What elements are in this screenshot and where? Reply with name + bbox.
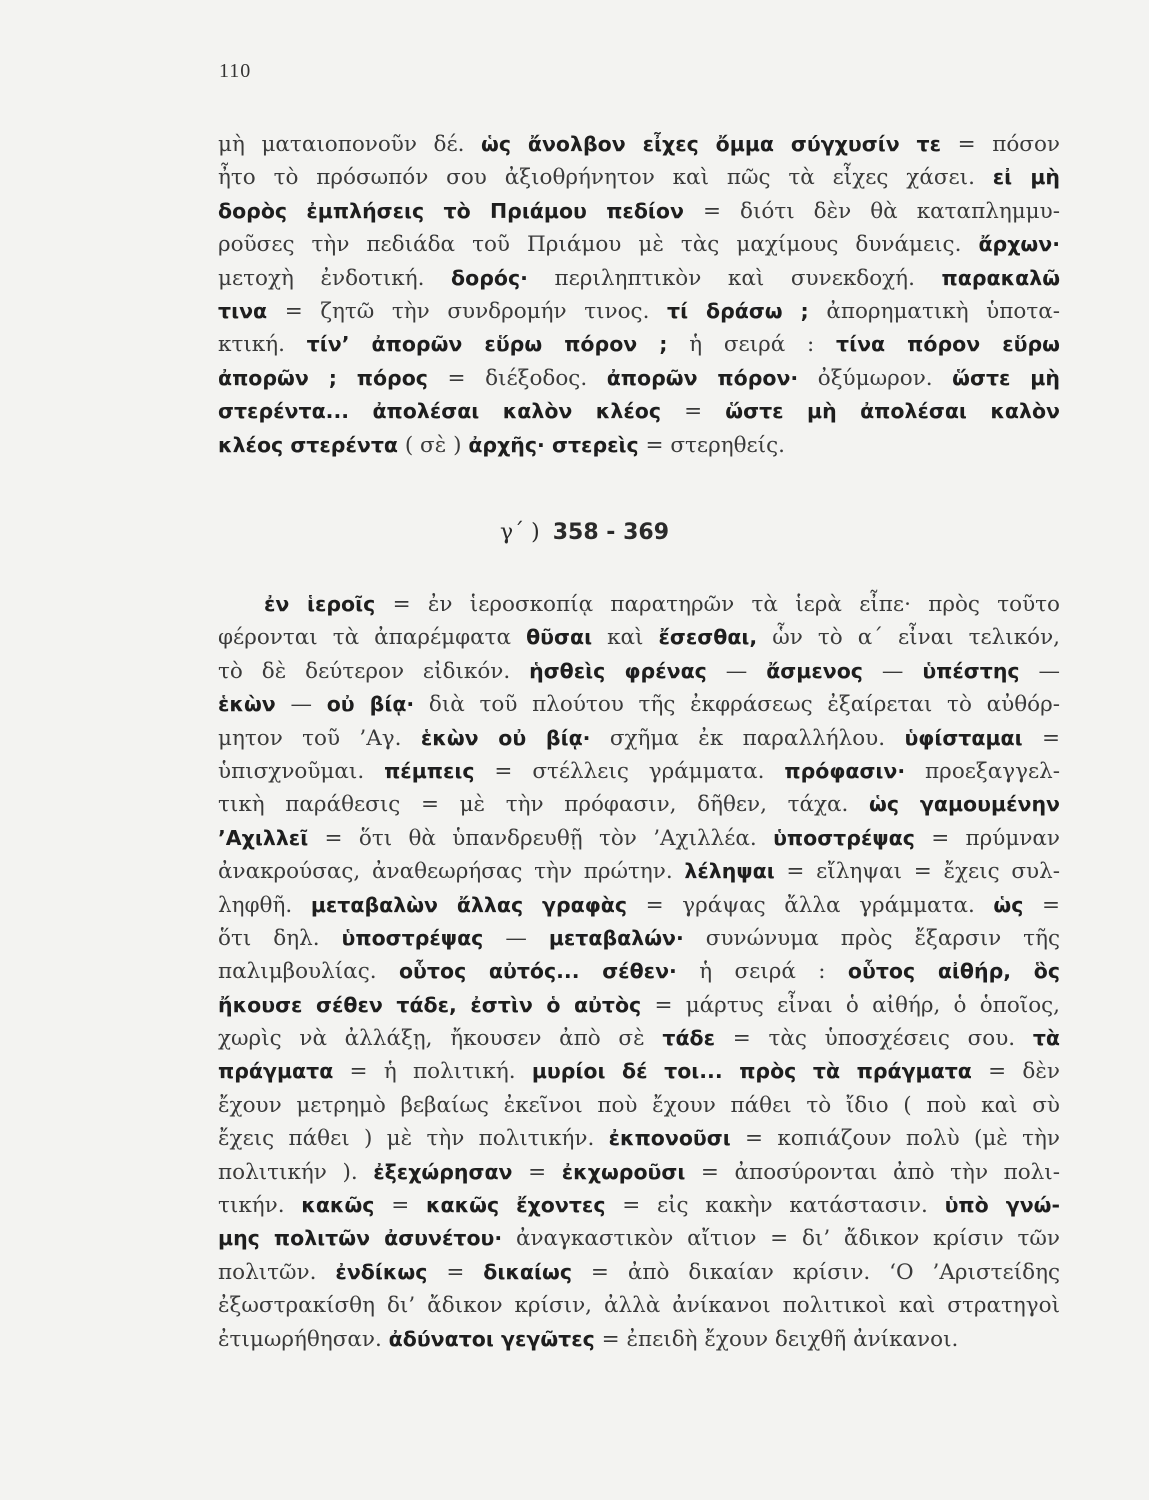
gloss-text: ἐτιμωρήθησαν.: [218, 1326, 389, 1352]
gloss-text: —: [483, 925, 549, 951]
lemma-term: κακῶς: [301, 1193, 375, 1218]
lemma-term: πρόφασιν·: [784, 758, 906, 783]
gloss-text: συνώνυμα πρὸς ἔξαρσιν τῆς: [683, 925, 1060, 951]
gloss-text: = ζητῶ τὴν συνδρομήν τινος.: [267, 298, 668, 324]
lemma-term: οὐ βίᾳ·: [326, 692, 415, 717]
lemma-term: ὑφίσταμαι: [904, 725, 1023, 750]
lemma-term: μεταβαλὼν ἄλλας γραφὰς: [310, 892, 628, 917]
text-line: [218, 1156, 1060, 1189]
lemma-term: ὥστε μὴ ἀπολέσαι καλὸν: [725, 399, 1061, 424]
text-line: [218, 262, 1060, 295]
gloss-text: —: [706, 658, 767, 684]
lemma-term: εἰ μὴ: [992, 165, 1060, 190]
text-line: [218, 822, 1060, 855]
gloss-text: πολιτῶν.: [218, 1259, 336, 1285]
lemma-term: ἄσμενος: [766, 658, 863, 683]
gloss-text: καὶ: [592, 625, 659, 651]
text-line: [218, 362, 1060, 395]
lemma-term: θῦσαι: [526, 625, 593, 650]
text-line: [218, 722, 1060, 755]
section-mark: γ΄ ): [499, 520, 540, 545]
gloss-text: = ἀπὸ δικαίαν κρίσιν. ‘Ο ’Αριστείδης: [571, 1259, 1060, 1285]
text-line: [218, 1089, 1060, 1122]
gloss-text: ἡ σειρά :: [676, 959, 848, 985]
gloss-text: = εἰς κακὴν κατάστασιν.: [605, 1193, 945, 1219]
gloss-text: τικὴ παράθεσις = μὲ τὴν πρόφασιν, δῆθεν, τάχα.: [218, 792, 870, 818]
gloss-text: ὀξύμωρον.: [798, 365, 953, 391]
gloss-text: = δὲν: [971, 1059, 1060, 1085]
lemma-term: οὗτος αἰθήρ, ὃς: [847, 959, 1060, 984]
gloss-text: = ἡ πολιτική.: [333, 1059, 532, 1085]
lemma-term: τίν’ ἀπορῶν εὕρω πόρον ;: [306, 332, 668, 357]
gloss-text: = στερηθείς.: [638, 432, 785, 458]
lemma-term: τάδε: [662, 1026, 716, 1051]
text-line: [218, 588, 1060, 621]
gloss-text: ἀπορηματικὴ ὑποτα-: [808, 298, 1061, 324]
text-line: [218, 688, 1060, 721]
gloss-text: ἔχουν μετρημὸ βεβαίως ἐκεῖνοι ποὺ ἔχουν πάθει τὸ ἴδιο ( ποὺ καὶ σὺ: [218, 1092, 1060, 1118]
gloss-text: ἡ σειρά :: [667, 332, 837, 358]
gloss-text: ροῦσες τὴν πεδιάδα τοῦ Πριάμου μὲ τὰς μαχίμους δυνάμεις.: [218, 232, 979, 258]
gloss-text: = ἀποσύρονται ἀπὸ τὴν πολι-: [685, 1159, 1061, 1185]
lemma-term: ἀπορῶν ; πόρος: [218, 365, 428, 390]
text-line: [218, 1323, 1060, 1356]
gloss-text: = στέλλεις γράμματα.: [474, 758, 785, 784]
commentary-block-1: [218, 128, 1060, 462]
gloss-text: τὸ δὲ δεύτερον εἰδικόν.: [218, 658, 530, 684]
text-line: [218, 755, 1060, 788]
lemma-term: ἐκπονοῦσι: [608, 1126, 731, 1151]
gloss-text: ἔχεις πάθει ) μὲ τὴν πολιτικήν.: [218, 1126, 609, 1152]
gloss-text: ( σὲ ): [398, 432, 469, 458]
lemma-term: ὥστε μὴ: [952, 365, 1060, 390]
lemma-term: δικαίως: [483, 1259, 572, 1284]
gloss-text: =: [661, 399, 726, 425]
gloss-text: = ἐν ἱεροσκοπίᾳ παρατηρῶν τὰ ἱερὰ εἶπε· πρὸς τοῦτο: [375, 592, 1061, 617]
text-line: [218, 161, 1060, 194]
gloss-text: = μάρτυς εἶναι ὁ αἰθήρ, ὁ ὁποῖος,: [641, 992, 1061, 1018]
lemma-term: ὡς: [993, 892, 1024, 917]
lemma-term: ὑπὸ γνώ-: [944, 1193, 1060, 1218]
gloss-text: = ἐπειδὴ ἔχουν δειχθῆ ἀνίκανοι.: [594, 1326, 959, 1352]
gloss-text: =: [1023, 892, 1060, 918]
lemma-term: πέμπεις: [384, 758, 475, 783]
gloss-text: = διέξοδος.: [427, 365, 607, 391]
gloss-text: =: [374, 1193, 426, 1219]
lemma-term: ἐνδίκως: [335, 1259, 428, 1284]
lemma-term: ἤκουσε σέθεν τάδε, ἐστὶν ὁ αὐτὸς: [218, 992, 642, 1017]
gloss-text: τικήν.: [218, 1193, 302, 1219]
text-line: [218, 1022, 1060, 1055]
lemma-term: μης πολιτῶν ἀσυνέτου·: [218, 1226, 503, 1251]
lemma-term: τίνα πόρον εὕρω: [836, 332, 1060, 357]
gloss-text: = τὰς ὑποσχέσεις σου.: [715, 1026, 1033, 1052]
lemma-term: ὑπέστης: [922, 658, 1020, 683]
text-line: [218, 328, 1060, 361]
lemma-term: ’Αχιλλεῖ: [218, 825, 309, 850]
lemma-term: ἐξεχώρησαν: [373, 1159, 513, 1184]
gloss-text: ὅτι δηλ.: [218, 925, 342, 951]
gloss-text: = πόσον: [941, 132, 1060, 157]
lemma-term: ἔσεσθαι,: [658, 625, 758, 650]
text-line: [218, 195, 1060, 228]
gloss-text: μετοχὴ ἐνδοτική.: [218, 265, 452, 291]
gloss-text: —: [862, 658, 923, 684]
gloss-text: = διότι δὲν θὰ καταπλημμυ-: [683, 198, 1060, 224]
section-line-range: 358 - 369: [552, 520, 670, 545]
gloss-text: =: [1022, 725, 1061, 751]
gloss-text: =: [512, 1159, 562, 1185]
text-line: [218, 429, 1060, 462]
text-line: [218, 955, 1060, 988]
lemma-term: τί δράσω ;: [667, 298, 809, 323]
lemma-term: ὡς γαμουμένην: [869, 792, 1060, 817]
gloss-text: διὰ τοῦ πλούτου τῆς ἐκφράσεως ἐξαίρεται τὸ αὐθόρ-: [414, 692, 1060, 718]
lemma-term: ὑποστρέψας: [773, 825, 915, 850]
gloss-text: ὑπισχνοῦμαι.: [218, 758, 385, 784]
gloss-text: = κοπιάζουν πολὺ (μὲ τὴν: [730, 1126, 1060, 1152]
gloss-text: κτική.: [218, 332, 307, 358]
text-line: [218, 1222, 1060, 1255]
page-number: 110: [219, 60, 252, 82]
text-line: [218, 989, 1060, 1022]
lemma-term: δορός·: [451, 265, 528, 290]
lemma-term: ἐκχωροῦσι: [561, 1159, 686, 1184]
text-line: [218, 1289, 1060, 1322]
gloss-text: = γράψας ἄλλα γράμματα.: [627, 892, 994, 918]
gloss-text: ἦτο τὸ πρόσωπόν σου ἀξιοθρήνητον καὶ πῶς τὰ εἶχες χάσει.: [218, 165, 993, 191]
lemma-term: ὡς ἄνολβον εἶχες ὄμμα σύγχυσίν τε: [481, 132, 942, 156]
gloss-text: παλιμβουλίας.: [218, 959, 399, 985]
lemma-term: στερέντα... ἀπολέσαι καλὸν κλέος: [218, 399, 661, 424]
lemma-term: τινα: [218, 298, 268, 323]
gloss-text: χωρὶς νὰ ἀλλάξῃ, ἤκουσεν ἀπὸ σὲ: [218, 1026, 663, 1052]
gloss-text: = εἴληψαι = ἔχεις συλ-: [774, 859, 1060, 885]
text-line: [218, 855, 1060, 888]
text-line: [218, 655, 1060, 688]
lemma-term: ἀρχῆς· στερεὶς: [468, 432, 639, 457]
text-line: [218, 1256, 1060, 1289]
lemma-term: ἀπορῶν πόρον·: [606, 365, 799, 390]
lemma-term: οὗτος αὐτός... σέθεν·: [398, 959, 677, 984]
gloss-text: μητον τοῦ ’Αγ.: [218, 725, 421, 751]
text-line: [218, 889, 1060, 922]
text-line: [218, 395, 1060, 428]
lemma-term: παρακαλῶ: [941, 265, 1061, 290]
gloss-text: ἀνακρούσας, ἀναθεωρήσας τὴν πρώτην.: [218, 859, 685, 885]
gloss-text: =: [427, 1259, 484, 1285]
lemma-term: ἀδύνατοι γεγῶτες: [388, 1326, 595, 1351]
lemma-term: μεταβαλών·: [548, 925, 684, 950]
gloss-text: ἀναγκαστικὸν αἴτιον = δι’ ἄδικον κρίσιν τῶν: [502, 1226, 1061, 1252]
lemma-term: ἡσθεὶς φρένας: [529, 658, 707, 683]
text-line: [218, 621, 1060, 654]
lemma-term: κακῶς ἔχοντες: [425, 1193, 606, 1218]
gloss-text: —: [275, 692, 327, 718]
gloss-text: ἐξωστρακίσθη δι’ ἄδικον κρίσιν, ἀλλὰ ἀνίκανοι πολιτικοὶ καὶ στρατηγοὶ: [218, 1293, 1060, 1319]
commentary-block-2: [218, 588, 1060, 1356]
text-line: [218, 788, 1060, 821]
gloss-text: ληφθῆ.: [218, 892, 311, 918]
gloss-text: = ὅτι θὰ ὑπανδρευθῇ τὸν ’Αχιλλέα.: [308, 825, 774, 851]
text-line: [218, 128, 1060, 161]
section-heading-inner: [500, 520, 669, 545]
gloss-text: —: [1019, 658, 1061, 684]
gloss-text: σχῆμα ἐκ παραλλήλου.: [590, 725, 905, 751]
gloss-text: ὧν τὸ α΄ εἶναι τελικόν,: [757, 625, 1060, 651]
text-line: [218, 295, 1060, 328]
lemma-term: ἄρχων·: [978, 232, 1060, 257]
gloss-text: = πρύμναν: [914, 825, 1060, 851]
lemma-term: ἐν ἱεροῖς: [264, 592, 376, 616]
lemma-term: ὑποστρέψας: [341, 925, 484, 950]
gloss-text: προεξαγγελ-: [905, 758, 1060, 784]
text-line: [218, 228, 1060, 261]
text-line: [218, 1055, 1060, 1088]
text-line: [218, 1122, 1060, 1155]
gloss-text: φέρονται τὰ ἀπαρέμφατα: [218, 625, 527, 651]
lemma-term: δορὸς ἐμπλήσεις τὸ Πριάμου πεδίον: [218, 198, 684, 223]
lemma-term: ἑκὼν: [218, 692, 276, 717]
gloss-text: περιληπτικὸν καὶ συνεκδοχή.: [527, 265, 942, 291]
text-line: [218, 922, 1060, 955]
gloss-text: μὴ ματαιοπονοῦν δέ.: [218, 132, 482, 157]
lemma-term: ἑκὼν οὐ βίᾳ·: [420, 725, 591, 750]
lemma-term: πράγματα: [218, 1059, 334, 1084]
lemma-term: μυρίοι δέ τοι... πρὸς τὰ πράγματα: [531, 1059, 972, 1084]
text-line: [218, 1189, 1060, 1222]
lemma-term: τὰ: [1032, 1026, 1060, 1051]
section-heading: [0, 520, 1149, 545]
lemma-term: λέληψαι: [684, 859, 775, 884]
lemma-term: κλέος στερέντα: [218, 432, 398, 457]
gloss-text: πολιτικήν ).: [218, 1159, 374, 1185]
